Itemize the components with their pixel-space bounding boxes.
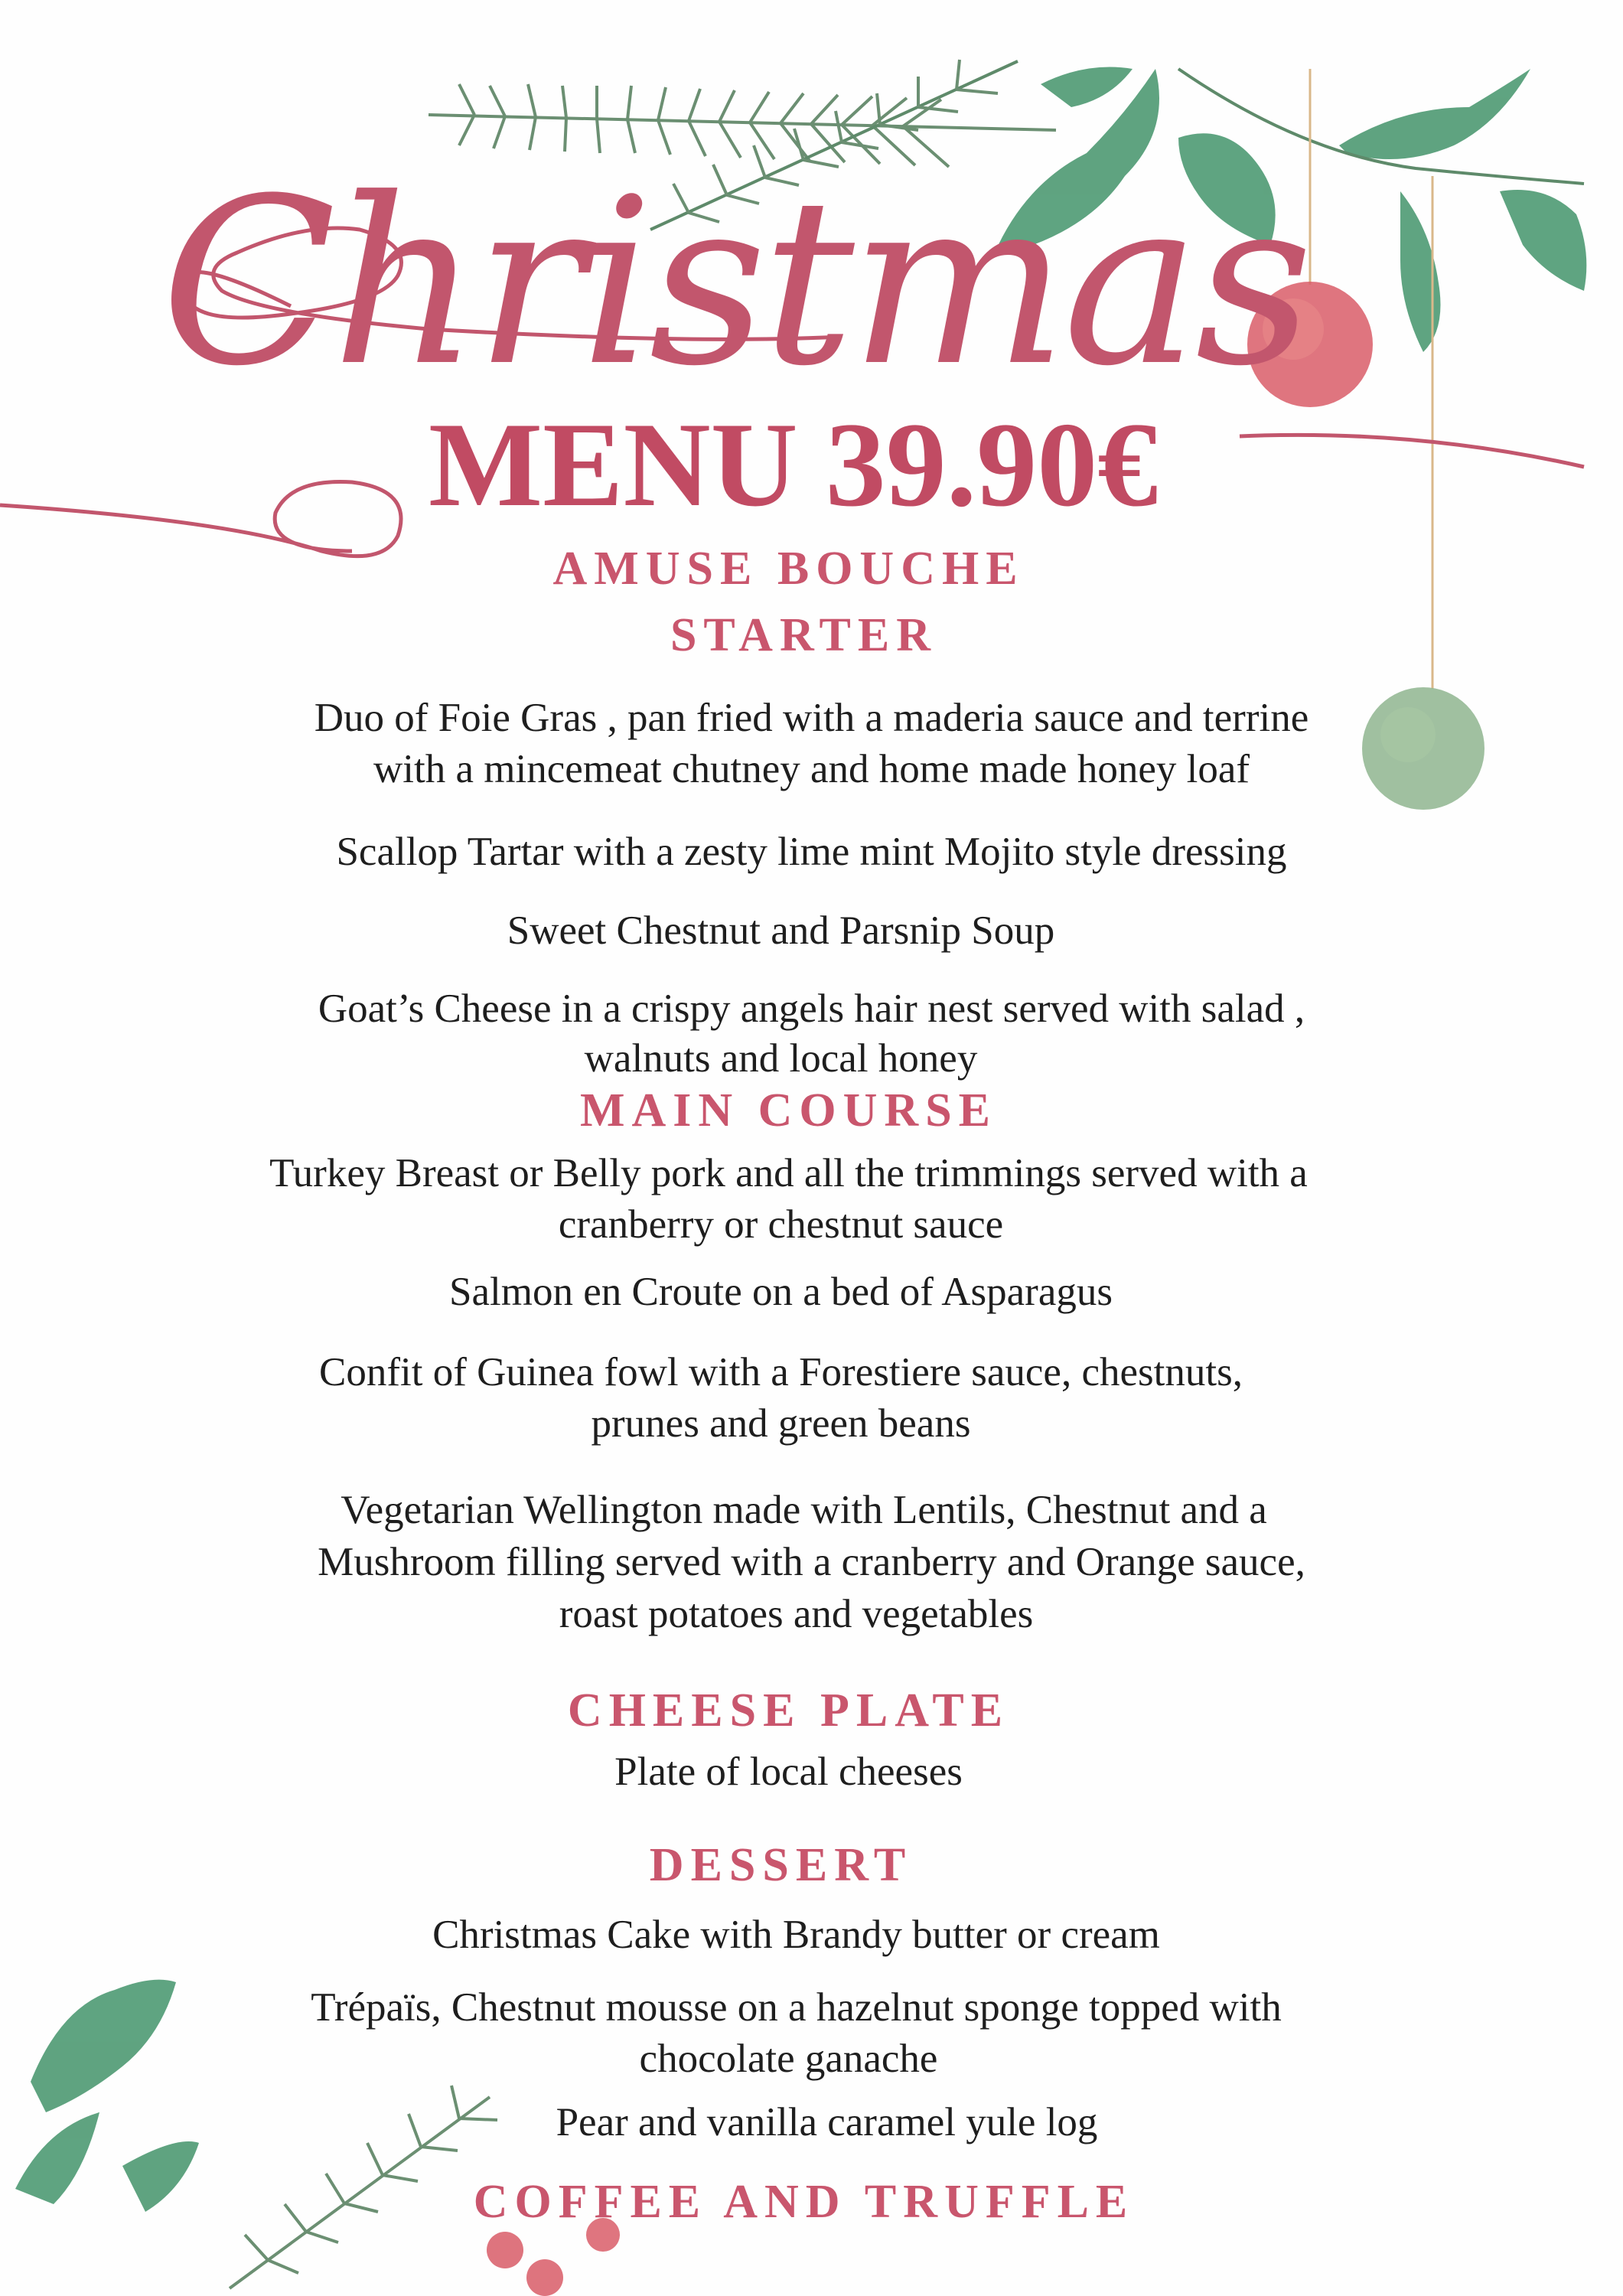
dish-line: prunes and green beans <box>591 1401 971 1446</box>
section-heading-starter: STARTER <box>670 609 938 661</box>
dish-line: Turkey Breast or Belly pork and all the trimmings served with a <box>269 1151 1308 1195</box>
berries-bottom-icon <box>487 2218 620 2296</box>
dish-line: Duo of Foie Gras , pan fried with a maderia sauce and terrine <box>314 696 1309 740</box>
dish-line: chocolate ganache <box>639 2037 938 2081</box>
dish-line: Christmas Cake with Brandy butter or cream <box>432 1913 1160 1957</box>
script-title: Christmas <box>161 149 1309 416</box>
dish-line: Plate of local cheeses <box>614 1750 963 1794</box>
section-heading-main-course: MAIN COURSE <box>579 1084 998 1137</box>
section-heading-cheese-plate: CHEESE PLATE <box>567 1684 1010 1737</box>
dish-line: Scallop Tartar with a zesty lime mint Mojito style dressing <box>336 830 1287 874</box>
section-heading-amuse-bouche: AMUSE BOUCHE <box>552 543 1025 595</box>
section-heading-coffee: COFFEE AND TRUFFLE <box>473 2176 1135 2228</box>
dish-line: Sweet Chestnut and Parsnip Soup <box>507 908 1055 953</box>
dish-line: cranberry or chestnut sauce <box>558 1202 1004 1247</box>
dish-line: Confit of Guinea fowl with a Forestiere sauce, chestnuts, <box>319 1350 1243 1394</box>
dish-line: Pear and vanilla caramel yule log <box>556 2100 1098 2144</box>
dish-line: roast potatoes and vegetables <box>559 1592 1034 1636</box>
dish-line: Vegetarian Wellington made with Lentils, Chestnut and a <box>341 1488 1267 1532</box>
dish-line: walnuts and local honey <box>584 1036 978 1081</box>
dish-line: Mushroom filling served with a cranberry and Orange sauce, <box>318 1540 1305 1584</box>
menu-label: MENU <box>429 398 798 532</box>
dish-line: with a mincemeat chutney and home made honey loaf <box>373 747 1250 791</box>
dish-line: Goat’s Cheese in a crispy angels hair nest served with salad , <box>318 987 1305 1031</box>
section-heading-dessert: DESSERT <box>649 1839 913 1891</box>
dish-line: Salmon en Croute on a bed of Asparagus <box>449 1270 1113 1314</box>
menu-title-price <box>429 398 1255 532</box>
dish-line: Trépaïs, Chestnut mousse on a hazelnut sponge topped with <box>311 1985 1282 2030</box>
price-label: 39.90€ <box>825 398 1159 532</box>
